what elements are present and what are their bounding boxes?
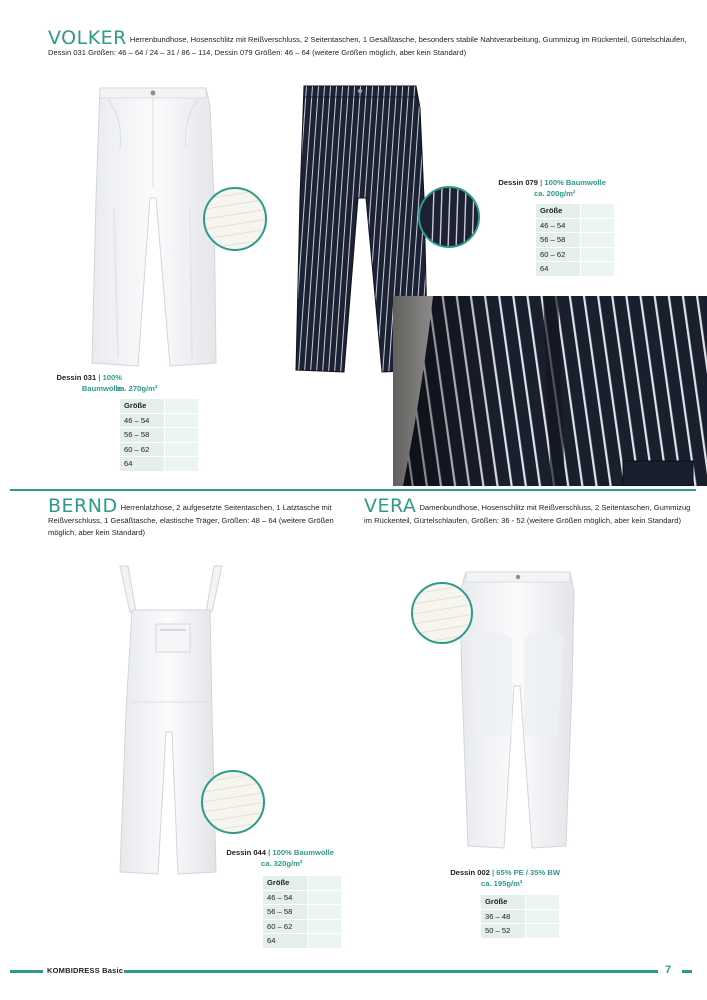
size-header: Größe <box>263 876 307 890</box>
bernd-description: Herrenlatzhose, 2 aufgesetzte Seitentaschen, 1 Latztasche mit Reißverschluss, 1 Gesäßtasche, elastische Träger, Größen: 48 – 64 (weitere Größen möglich, aber kein Standard) <box>48 503 334 538</box>
size-table-031 <box>120 398 198 472</box>
vera-header <box>364 495 694 527</box>
dessin-044-code: Dessin 044 <box>226 848 266 857</box>
dessin-031-material: 100% Baumwolle <box>81 373 122 393</box>
fabric-swatch-002 <box>411 582 473 644</box>
volker-description: Herrenbundhose, Hosenschlitz mit Reißverschluss, 2 Seitentaschen, 1 Gesäßtasche, besonders stabile Nahtverarbeitung, Gummizug im Rückenteil, Gürtelschlaufen, Dessin 031 Größen: 46 – 64 / 24 – 31 / 86 – 114, Dessin 079 Größen: 46 – 64 (weitere Größen möglich, aber kein Standard) <box>48 35 687 57</box>
fabric-swatch-031 <box>203 187 267 251</box>
dessin-002-weight: ca. 195g/m² <box>481 879 523 888</box>
dessin-002-code: Dessin 002 <box>450 868 490 877</box>
white-overall-image <box>96 562 246 882</box>
fabric-swatch-044 <box>201 770 265 834</box>
pinstripe-closeup-image <box>393 296 707 486</box>
size-row: 60 – 62 <box>536 248 580 262</box>
bernd-title: BERND <box>48 495 118 517</box>
dessin-079-weight: ca. 200g/m² <box>534 189 576 198</box>
size-table-079 <box>536 203 614 277</box>
size-row: 46 – 54 <box>120 414 164 428</box>
volker-header <box>48 27 688 59</box>
size-header: Größe <box>120 399 164 413</box>
size-table-002 <box>481 894 559 939</box>
size-row: 56 – 58 <box>263 905 307 919</box>
size-header: Größe <box>481 895 525 909</box>
volker-title: VOLKER <box>48 27 127 49</box>
dessin-079-code: Dessin 079 <box>498 178 538 187</box>
size-row: 46 – 54 <box>536 219 580 233</box>
size-row: 60 – 62 <box>120 443 164 457</box>
size-row: 50 – 52 <box>481 924 525 938</box>
dessin-002-label: Dessin 002 | 65% PE / 35% BW <box>450 868 560 877</box>
footer-line-main <box>124 970 658 973</box>
dessin-031-weight: ca. 270g/m² <box>116 384 158 393</box>
size-row: 60 – 62 <box>263 920 307 934</box>
size-row: 64 <box>120 457 164 471</box>
dessin-044-label: Dessin 044 | 100% Baumwolle <box>226 848 334 857</box>
page-number: 7 <box>665 964 672 976</box>
dessin-031-label: Dessin 031 | 100% Baumwolle <box>56 373 122 393</box>
size-row: 36 – 48 <box>481 910 525 924</box>
footer-line-right <box>682 970 692 973</box>
size-row: 64 <box>536 262 580 276</box>
vera-description: Damenbundhose, Hosenschlitz mit Reißverschluss, 2 Seitentaschen, Gummizug im Rückenteil, Gürtelschlaufen, Größen: 36 - 52 (weitere Größen möglich, aber kein Standard) <box>364 503 691 525</box>
section-divider <box>10 489 696 491</box>
dessin-031-code: Dessin 031 <box>56 373 97 382</box>
vera-title: VERA <box>364 495 417 517</box>
size-row: 64 <box>263 934 307 948</box>
footer-line-left <box>10 970 43 973</box>
dessin-031-material-right <box>122 372 202 383</box>
dessin-044-weight: ca. 320g/m² <box>261 859 303 868</box>
dessin-044-material: 100% Baumwolle <box>272 848 334 857</box>
size-row: 56 – 58 <box>536 233 580 247</box>
size-header: Größe <box>536 204 580 218</box>
footer-brand: KOMBIDRESS Basic <box>47 966 124 975</box>
bernd-header <box>48 495 348 540</box>
size-row: 46 – 54 <box>263 891 307 905</box>
dessin-002-material: 65% PE / 35% BW <box>496 868 560 877</box>
dessin-079-label: Dessin 079 | 100% Baumwolle ca. 200g/m² <box>470 177 606 199</box>
size-table-044 <box>263 875 341 949</box>
size-row: 56 – 58 <box>120 428 164 442</box>
dessin-079-material: 100% Baumwolle <box>544 178 606 187</box>
